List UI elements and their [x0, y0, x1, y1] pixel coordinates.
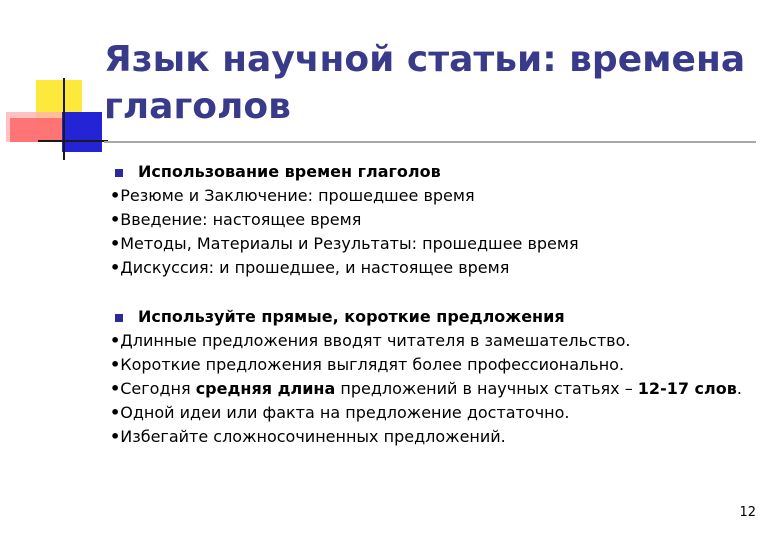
section-heading	[110, 305, 760, 329]
emphasis-word-count: 12-17 слов	[637, 379, 737, 398]
page-number: 12	[739, 505, 756, 520]
list-item-text-post: .	[736, 379, 742, 398]
slide-title: Язык научной статьи: времена глаголов	[104, 39, 746, 127]
list-item: •Резюме и Заключение: прошедшее время	[110, 186, 475, 205]
list-item-text: Дискуссия: и прошедшее, и настоящее время	[120, 258, 510, 277]
list-item-text: Резюме и Заключение: прошедшее время	[120, 186, 475, 205]
list-item: •Длинные предложения вводят читателя в замешательство.	[110, 331, 631, 350]
square-bullet-icon	[115, 314, 123, 322]
list-item: •Избегайте сложносочиненных предложений.	[110, 427, 506, 446]
list-item-text: Длинные предложения вводят читателя в замешательство.	[120, 331, 631, 350]
square-bullet-icon	[115, 169, 123, 177]
section-short-sentences	[110, 305, 760, 449]
list-item-text-mid: предложений в научных статьях –	[335, 379, 638, 398]
decor-vertical-line	[63, 78, 65, 160]
list-item: •Одной идеи или факта на предложение достаточно.	[110, 403, 570, 422]
section-heading	[110, 160, 760, 184]
list-item-text: Методы, Материалы и Результаты: прошедшее время	[120, 234, 579, 253]
list-item-text-pre: Сегодня	[120, 379, 196, 398]
list-item-text: Короткие предложения выглядят более профессионально.	[120, 355, 625, 374]
decor-blue-square	[62, 112, 102, 152]
emphasis-average-length: средняя длина	[195, 379, 336, 398]
list-item-text: Одной идеи или факта на предложение достаточно.	[120, 403, 570, 422]
list-item-text: Введение: настоящее время	[120, 210, 362, 229]
decor-horizontal-line	[38, 140, 108, 142]
decor-red-rect	[10, 118, 68, 142]
list-item: •Сегодня средняя длина предложений в научных статьях – 12-17 слов.	[110, 379, 742, 398]
section-verb-tenses	[110, 160, 760, 280]
section-heading-text: Используйте прямые, короткие предложения	[138, 307, 565, 326]
list-item: •Введение: настоящее время	[110, 210, 362, 229]
title-divider	[104, 141, 756, 143]
list-item-text: Избегайте сложносочиненных предложений.	[120, 427, 506, 446]
list-item: •Методы, Материалы и Результаты: прошедшее время	[110, 234, 579, 253]
section-heading-text: Использование времен глаголов	[138, 162, 441, 181]
list-item: •Дискуссия: и прошедшее, и настоящее время	[110, 258, 510, 277]
list-item: •Короткие предложения выглядят более профессионально.	[110, 355, 625, 374]
